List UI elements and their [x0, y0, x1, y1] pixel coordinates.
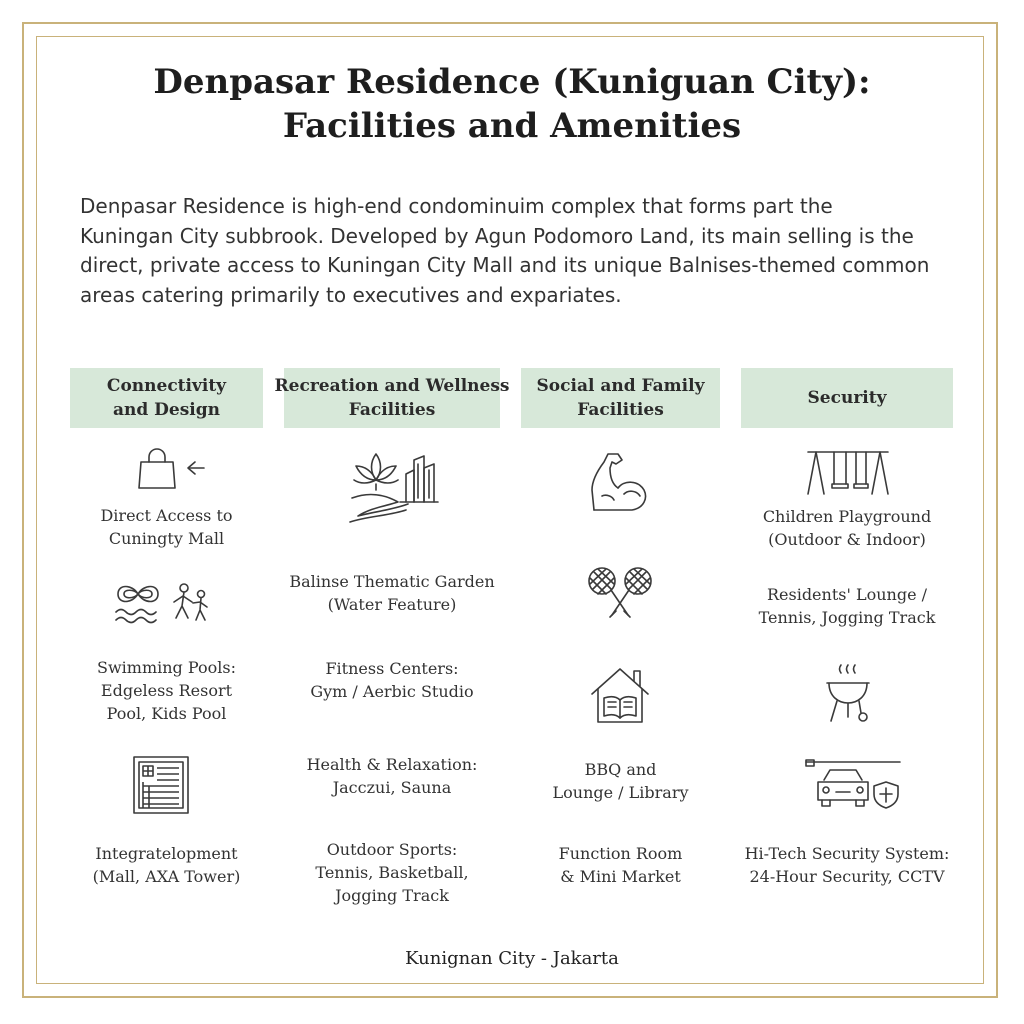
label-line: Health & Relaxation:: [306, 755, 478, 774]
label-line: Lounge / Library: [552, 783, 689, 802]
label-line: Balinse Thematic Garden: [289, 572, 495, 591]
header-social: [521, 368, 720, 428]
label-direct-access: [70, 504, 263, 550]
header-connectivity-line-1: Connectivity: [106, 376, 227, 396]
label-line: Edgeless Resort: [100, 681, 233, 700]
label-thematic-garden: [284, 570, 500, 616]
header-connectivity: [70, 368, 263, 428]
label-line: Gym / Aerbic Studio: [310, 682, 474, 701]
intro-line-2: Kuningan City subbrook. Developed by Agun Podomoro Land, its main selling is the: [80, 223, 914, 248]
header-recreation-line-2: Facilities: [348, 400, 436, 420]
label-line: Jogging Track: [335, 886, 449, 905]
shopping-bag-arrow-icon: [138, 448, 208, 490]
label-line: Function Room: [558, 844, 683, 863]
lotus-river-city-icon: [348, 450, 444, 528]
header-recreation: [274, 368, 510, 428]
label-health-relaxation: [284, 753, 500, 799]
page-title: [60, 60, 964, 148]
label-fitness-centers: [284, 657, 500, 703]
intro-line-4: areas catering primarily to executives and expariates.: [80, 282, 622, 307]
label-line: Residents' Lounge /: [766, 585, 928, 604]
label-line: Tennis, Jogging Track: [758, 608, 936, 627]
label-line: (Outdoor & Indoor): [768, 530, 926, 549]
label-line: Outdoor Sports:: [326, 840, 458, 859]
title-line-1: Denpasar Residence (Kuniguan City):: [153, 62, 871, 102]
label-line: Swimming Pools:: [97, 658, 236, 677]
label-swimming-pools: [70, 656, 263, 725]
car-barrier-shield-icon: [804, 758, 904, 814]
label-line: (Water Feature): [327, 595, 457, 614]
intro-line-3: direct, private access to Kuningan City Mall and its unique Balnises-themed common: [80, 253, 930, 277]
label-line: Jacczui, Sauna: [332, 778, 452, 797]
label-line: (Mall, AXA Tower): [92, 867, 241, 886]
header-security-line-1: Security: [807, 388, 887, 408]
label-line: & Mini Market: [560, 867, 681, 886]
bbq-grill-icon: [823, 663, 873, 725]
intro-paragraph: [80, 192, 960, 310]
label-security-system: [741, 842, 953, 888]
tennis-rackets-icon: [584, 565, 656, 621]
label-bbq-lounge: [521, 758, 720, 804]
label-outdoor-sports: [284, 838, 500, 907]
label-line: Tennis, Basketball,: [315, 863, 469, 882]
flexed-arm-icon: [588, 450, 650, 514]
header-security: [741, 368, 953, 428]
label-residents-lounge: [741, 583, 953, 629]
label-line: Integratelopment: [95, 844, 238, 863]
intro-line-1: Denpasar Residence is high-end condominuim complex that forms part the: [80, 194, 833, 218]
footer-location: Kunignan City - Jakarta: [405, 948, 619, 969]
label-line: Children Playground: [762, 507, 932, 526]
header-connectivity-line-2: and Design: [112, 400, 220, 420]
building-plan-icon: [133, 756, 189, 816]
header-social-line-2: Facilities: [577, 400, 664, 420]
house-book-icon: [590, 666, 650, 724]
label-line: 24-Hour Security, CCTV: [749, 867, 945, 886]
label-line: Hi-Tech Security System:: [744, 844, 950, 863]
label-line: Direct Access to: [100, 506, 233, 525]
label-children-playground: [741, 505, 953, 551]
swing-set-icon: [806, 446, 890, 496]
pool-family-icon: [114, 580, 214, 626]
title-line-2: Facilities and Amenities: [282, 106, 742, 146]
header-social-line-1: Social and Family: [536, 376, 705, 396]
label-line: Cuningty Mall: [108, 529, 225, 548]
label-integrated-development: [70, 842, 263, 888]
label-line: Pool, Kids Pool: [106, 704, 227, 723]
header-recreation-line-1: Recreation and Wellness: [274, 376, 510, 396]
label-line: BBQ and: [584, 760, 657, 779]
label-function-room: [521, 842, 720, 888]
label-line: Fitness Centers:: [325, 659, 459, 678]
